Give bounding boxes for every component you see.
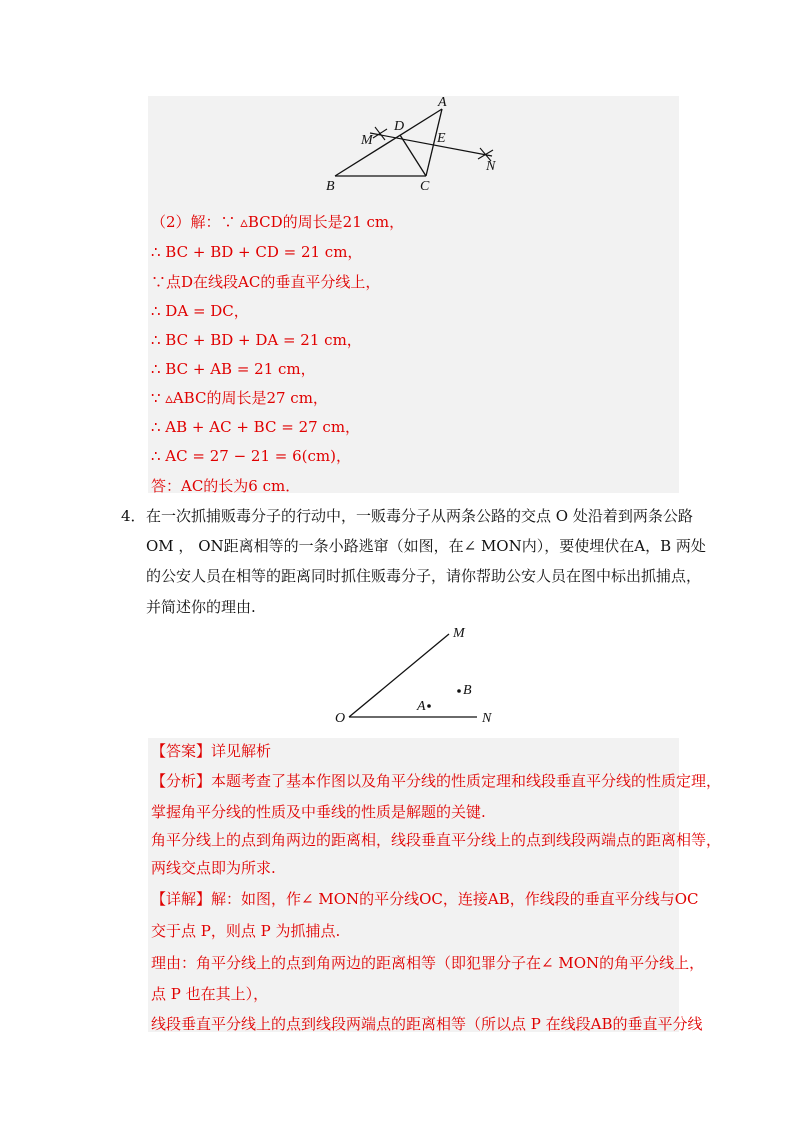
question-line-3: 的公安人员在相等的距离同时抓住贩毒分子，请你帮助公安人员在图中标出抓捕点，: [146, 567, 702, 585]
label-N2: N: [482, 711, 492, 726]
label-D: D: [394, 119, 405, 134]
label-M2: M: [453, 626, 465, 641]
solution-line-5: ∴ BC + BD + DA = 21 cm，: [151, 331, 362, 349]
label-A2: A: [417, 699, 426, 714]
solution-line-9: ∴ AC = 27 − 21 = 6(cm)，: [151, 447, 351, 465]
question-number: 4．: [121, 507, 146, 525]
answer-line-4: 角平分线上的点到角两边的距离相，线段垂直平分线上的点到线段两端点的距离相等，: [151, 831, 722, 849]
answer-line-2: 【分析】本题考查了基本作图以及角平分线的性质定理和线段垂直平分线的性质定理，: [151, 772, 722, 790]
answer-line-10: 线段垂直平分线上的点到线段两端点的距离相等（所以点 P 在线段AB的垂直平分线: [151, 1015, 703, 1033]
answer-line-3: 掌握角平分线的性质及中垂线的性质是解题的关键.: [151, 803, 486, 821]
solution-line-8: ∴ AB + AC + BC = 27 cm，: [151, 418, 361, 436]
label-O: O: [335, 711, 346, 726]
solution-line-1: （2）解：∵ ▵BCD的周长是21 cm，: [151, 213, 405, 231]
label-C: C: [420, 179, 430, 194]
label-B: B: [326, 179, 335, 194]
label-E: E: [437, 131, 446, 146]
answer-line-1: 【答案】详见解析: [151, 742, 272, 760]
solution-line-10: 答：AC的长为6 cm．: [151, 477, 301, 495]
label-A: A: [438, 96, 447, 110]
point-A: [427, 704, 431, 708]
solution-line-4: ∴ DA = DC，: [151, 302, 249, 320]
label-N: N: [486, 159, 496, 174]
angle-figure: [325, 620, 515, 730]
answer-line-6: 【详解】解：如图，作∠ MON的平分线OC，连接AB，作线段的垂直平分线与OC: [151, 890, 699, 908]
answer-line-7: 交于点 P，则点 P 为抓捕点.: [151, 922, 341, 940]
answer-line-8: 理由：角平分线上的点到角两边的距离相等（即犯罪分子在∠ MON的角平分线上，: [151, 954, 705, 972]
answer-line-9: 点 P 也在其上），: [151, 985, 269, 1003]
triangle-figure: [320, 96, 520, 196]
solution-line-3: ∵点D在线段AC的垂直平分线上，: [151, 273, 381, 291]
question-line-4: 并简述你的理由.: [146, 598, 256, 616]
solution-line-7: ∵ ▵ABC的周长是27 cm，: [151, 389, 328, 407]
label-B2: B: [463, 683, 472, 698]
point-B: [457, 689, 461, 693]
solution-line-6: ∴ BC + AB = 21 cm，: [151, 360, 316, 378]
question-line-2: OM ， ON距离相等的一条小路逃窜（如图，在∠ MON内），要使埋伏在A，B 两处: [146, 537, 706, 555]
label-M: M: [361, 133, 373, 148]
solution-line-2: ∴ BC + BD + CD = 21 cm，: [151, 243, 363, 261]
question-line-1: 在一次抓捕贩毒分子的行动中，一贩毒分子从两条公路的交点 O 处沿着到两条公路: [146, 507, 693, 525]
answer-line-5: 两线交点即为所求.: [151, 859, 276, 877]
